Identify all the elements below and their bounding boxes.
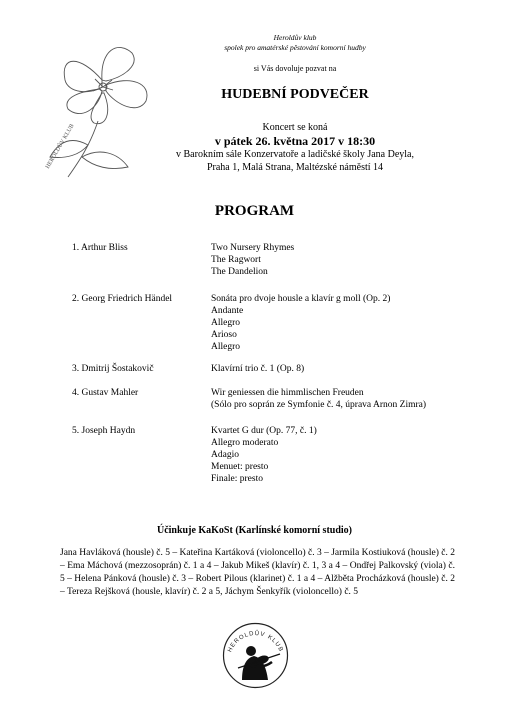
venue-line-2: Praha 1, Malá Strana, Maltézské náměstí 14 <box>206 162 384 173</box>
program-item-5-works <box>211 425 317 485</box>
work-line: The Ragwort <box>211 255 261 265</box>
violinist-logo-caption: HEROLDŮV KLUB <box>227 630 284 654</box>
club-violinist-logo <box>218 618 293 693</box>
performers-list: Jana Havláková (housle) č. 5 – Kateřina Kartáková (violoncello) č. 3 – Jarmila Kostiuková (housle) č. 2 – Ema Máchová (mezzosoprán) č. 1 a 4 – Jakub Mikeš (klavír) č. 1, 3 a 4 – Ondřej Palkovský (viola) č. 5 – Helena Pánková (housle) č. 3 – Robert Pilous (klarinet) č. 1 a 4 – Alžběta Procházková (housle) č. 2 – Tereza Rejšková (housle, klavír) č. 2 a 5, Jáchym Šenkyřík (violoncello) č. 5 <box>60 548 455 597</box>
event-title: HUDEBNÍ PODVEČER <box>221 87 369 102</box>
work-line: (Sólo pro soprán ze Symfonie č. 4, úprava Arnon Zimra) <box>211 400 427 410</box>
program-item-5-composer: 5. Joseph Haydn <box>72 426 136 436</box>
program-item-4-composer: 4. Gustav Mahler <box>72 388 139 398</box>
work-line: Allegro moderato <box>211 438 279 448</box>
performers-heading: Účinkuje KaKoSt (Karlínské komorní studio) <box>156 525 353 536</box>
program-item-2-works <box>211 293 390 353</box>
work-line: Two Nursery Rhymes <box>211 243 295 253</box>
club-subtitle: spolek pro amatérské pěstování komorní hudby <box>224 43 366 52</box>
program-title: PROGRAM <box>214 203 295 219</box>
work-line: Kvartet G dur (Op. 77, č. 1) <box>211 426 317 436</box>
program-item-3-composer: 3. Dmitrij Šostakovič <box>72 364 154 374</box>
work-line: Allegro <box>211 318 241 328</box>
program-item-2-composer: 2. Georg Friedrich Händel <box>72 294 173 304</box>
work-line: Finale: presto <box>211 474 263 484</box>
flower-logo-caption: HEROLDŮV KLUB <box>45 123 76 171</box>
program-item-4-works <box>211 387 426 411</box>
program-item-3-works <box>211 363 304 375</box>
concert-line: Koncert se koná <box>262 122 328 133</box>
work-line: Sonáta pro dvoje housle a klavír g moll (Op. 2) <box>211 294 391 304</box>
work-line: Andante <box>211 306 244 316</box>
venue-line-1: v Barokním sále Konzervatoře a ladičské školy Jana Deyla, <box>176 149 414 160</box>
club-name: Heroldův klub <box>273 33 317 42</box>
program-item-1-works <box>211 242 294 278</box>
event-date-time: v pátek 26. května 2017 v 18:30 <box>214 134 376 148</box>
program-item-1-composer: 1. Arthur Bliss <box>72 243 128 253</box>
work-line: Menuet: presto <box>211 462 269 472</box>
work-line: Adagio <box>211 450 239 460</box>
invite-line: si Vás dovoluje pozvat na <box>253 64 337 73</box>
work-line: Wir geniessen die himmlischen Freuden <box>211 388 364 398</box>
work-line: Klavírní trio č. 1 (Op. 8) <box>211 364 305 374</box>
work-line: Arioso <box>211 330 237 340</box>
work-line: Allegro <box>211 342 241 352</box>
work-line: The Dandelion <box>211 267 268 277</box>
